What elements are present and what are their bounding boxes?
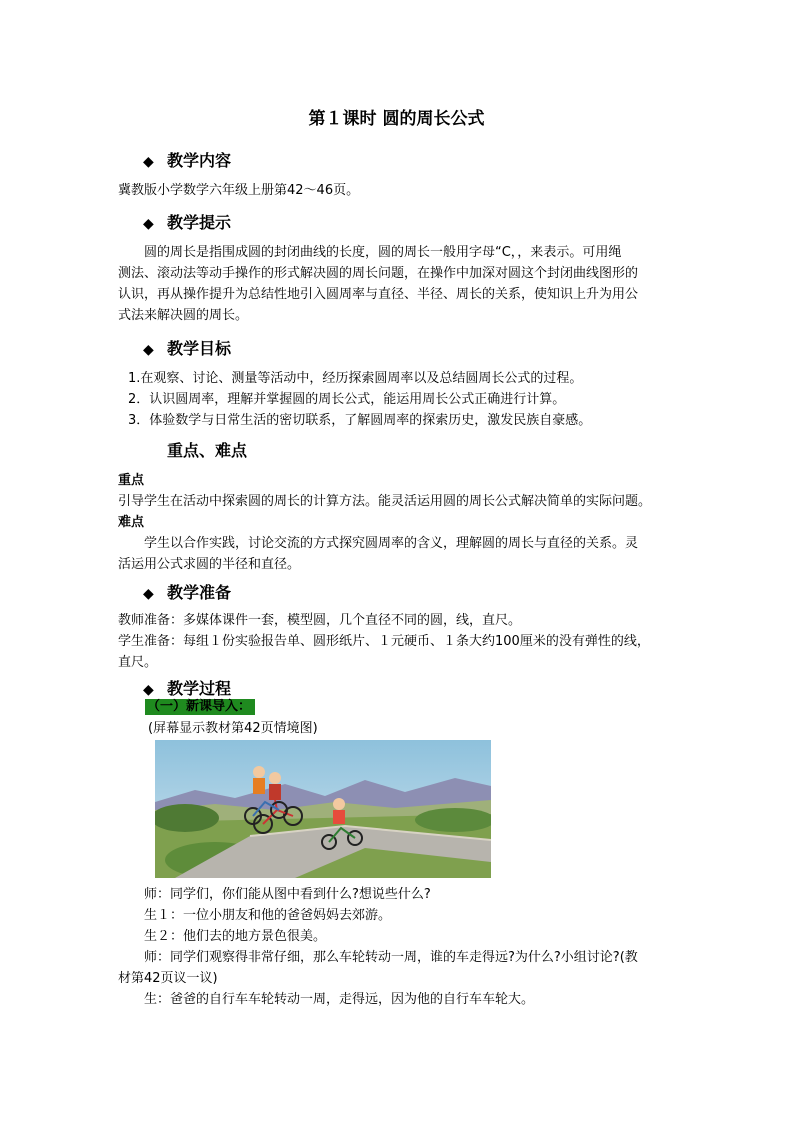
tips-line: 圆的周长是指围成圆的封闭曲线的长度，圆的周长一般用字母“C，，来表示。可用绳 — [144, 245, 622, 260]
tips-line: 式法来解决圆的周长。 — [118, 308, 249, 323]
prep-student-line: 学生准备：每组１份实验报告单、圆形纸片、１元硬币、１条大约100厘米的没有弹性的线， — [118, 634, 650, 649]
prep-student-line: 直尺。 — [118, 655, 158, 670]
tips-line: 测法、滚动法等动手操作的形式解决圆的周长问题，在操作中加深对圆这个封闭曲线图形的 — [118, 266, 639, 281]
prep-block — [118, 610, 678, 673]
cycling-scene-illustration — [155, 740, 491, 878]
heading-prep — [143, 580, 231, 603]
tips-paragraph — [118, 242, 678, 326]
diamond-bullet-icon: ◆ — [143, 154, 154, 170]
goal-item: 2．认识圆周率，理解并掌握圆的周长公式，能运用周长公式正确进行计算。 — [128, 392, 566, 407]
dialogue-line: 生２：他们去的地方景色很美。 — [144, 929, 327, 944]
dialogue-line: 材第42页议一议) — [118, 971, 218, 986]
cycling-scene-svg — [155, 740, 491, 878]
document-title: 第１课时 圆的周长公式 — [308, 109, 485, 129]
diamond-bullet-icon: ◆ — [143, 682, 154, 698]
keypoints-block — [118, 470, 678, 575]
goals-list — [128, 368, 688, 431]
heading-process-label: 教学过程 — [167, 679, 232, 698]
dialogue-line: 生：爸爸的自行车车轮转动一周，走得远，因为他的自行车车轮大。 — [144, 992, 535, 1007]
heading-tips-label: 教学提示 — [167, 213, 232, 232]
tips-line: 认识，再从操作提升为总结性地引入圆周率与直径、半径、周长的关系，使知识上升为用公 — [118, 287, 639, 302]
hard-label: 难点 — [118, 515, 145, 530]
diamond-bullet-icon: ◆ — [143, 586, 154, 602]
heading-keypoints: 重点、难点 — [167, 441, 248, 460]
diamond-bullet-icon: ◆ — [143, 342, 154, 358]
heading-goals-label: 教学目标 — [167, 339, 232, 358]
heading-content-label: 教学内容 — [167, 151, 232, 170]
goal-item: 1.在观察、讨论、测量等活动中，经历探索圆周率以及总结圆周长公式的过程。 — [128, 371, 583, 386]
step-label-highlight: （一）新课导入： — [145, 699, 255, 715]
heading-tips — [143, 210, 231, 233]
heading-prep-label: 教学准备 — [167, 583, 232, 602]
dialogue-line: 师：同学们观察得非常仔细，那么车轮转动一周，谁的车走得远?为什么?小组讨论?(教 — [144, 950, 638, 965]
heading-content — [143, 148, 231, 171]
key-text: 引导学生在活动中探索圆的周长的计算方法。能灵活运用圆的周长公式解决简单的实际问题。 — [118, 494, 652, 509]
heading-process — [143, 676, 231, 699]
dialogue-line: 生１：一位小朋友和他的爸爸妈妈去郊游。 — [144, 908, 392, 923]
dialogue-line: 师：同学们，你们能从图中看到什么?想说些什么? — [144, 887, 431, 902]
goal-item: 3．体验数学与日常生活的密切联系，了解圆周率的探索历史，激发民族自豪感。 — [128, 413, 592, 428]
dialogue-block — [118, 884, 678, 1010]
prep-teacher: 教师准备：多媒体课件一套，模型圆，几个直径不同的圆，线，直尺。 — [118, 613, 522, 628]
hard-line: 学生以合作实践，讨论交流的方式探究圆周率的含义，理解圆的周长与直径的关系。灵 — [144, 536, 639, 551]
key-label: 重点 — [118, 473, 145, 488]
heading-goals — [143, 336, 231, 359]
content-text: 冀教版小学数学六年级上册第42～46页。 — [118, 183, 360, 198]
diamond-bullet-icon: ◆ — [143, 216, 154, 232]
screen-note: (屏幕显示教材第42页情境图) — [148, 721, 318, 736]
hard-line: 活运用公式求圆的半径和直径。 — [118, 557, 301, 572]
